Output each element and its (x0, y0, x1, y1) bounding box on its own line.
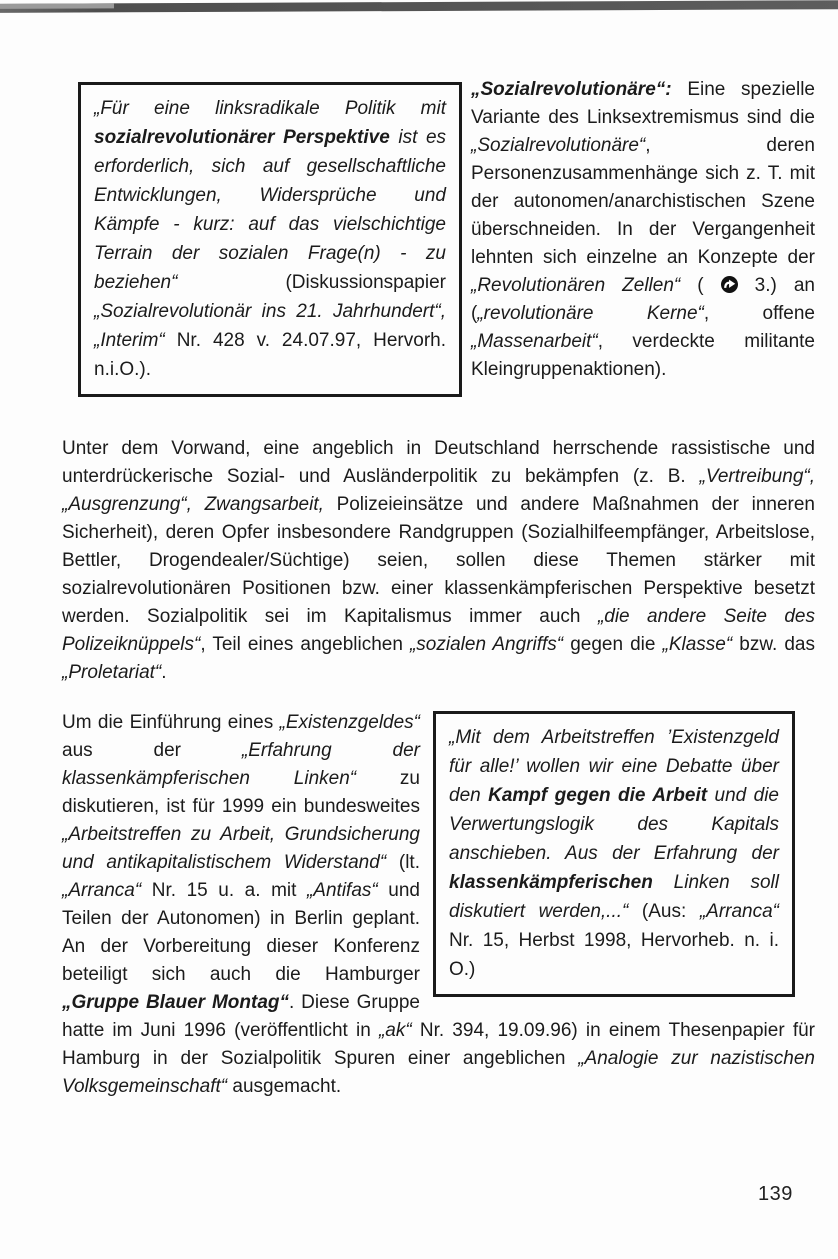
text-run: Nr. 428 v. 24.07.97, Hervorh. n.i.O.). (94, 330, 446, 380)
text-run: „Antifas“ (306, 880, 378, 901)
text-run: „sozialen Angriffs“ (409, 634, 564, 655)
text-run: „Sozialrevolutionäre“: (471, 79, 672, 100)
vorwand-paragraph (62, 435, 815, 687)
text-run: und Teilen der Autonomen) in Berlin geplant. An der Vorbereitung dieser Konferenz beteiligt sich auch die Hamburger (62, 880, 420, 985)
text-run: (Aus: (628, 901, 700, 922)
text-run: zu diskutieren, ist für 1999 ein bundesweites (62, 768, 420, 817)
text-run: Nr. 394, 19.09.96) in einem Thesenpapier für Hamburg in der Sozialpolitik Spuren einer angeblichen (62, 1020, 815, 1069)
text-run: „Sozialrevolutionäre“ (471, 135, 646, 156)
text-run: Nr. 15 u. a. mit (141, 880, 307, 901)
text-run: Linken soll diskutiert werden,...“ (449, 872, 779, 922)
text-run: gegen die (563, 634, 663, 655)
text-run: aus der (62, 740, 242, 761)
quote-box-interim-text (94, 94, 446, 384)
text-run: bzw. das (732, 634, 815, 655)
text-run: ist es erforderlich, sich auf gesellschaftliche Entwicklungen, Widersprüche und Kämpfe - kurz: auf das vielschichtige Terrain der sozialen Frage(n) - zu beziehen“ (94, 127, 447, 293)
text-run: „Erfahrung der klassenkämpferischen Linken“ (62, 740, 420, 789)
quote-box-interim (78, 82, 462, 397)
text-run: (lt. (386, 852, 420, 873)
intro-section (62, 76, 815, 405)
text-run: sozialrevolutionärer Perspektive (94, 127, 390, 148)
text-run: „Gruppe Blauer Montag“ (62, 992, 289, 1013)
text-run: , verdeckte militante Kleingruppenaktionen). (471, 331, 815, 380)
text-run: „Arranca“ (699, 901, 779, 922)
text-run: Nr. 15, Herbst 1998, Hervorheb. n. i. O.) (449, 930, 779, 980)
text-run: „ak“ (378, 1020, 412, 1041)
cross-reference-arrow-icon (721, 276, 738, 293)
text-run: und die Verwertungslogik des Kapitals anschieben. Aus der Erfahrung der (449, 785, 779, 864)
text-run: „die andere Seite des Polizeiknüppels“ (62, 606, 816, 655)
text-run: „Vertreibung“, „Ausgrenzung“, Zwangsarbeit, (62, 466, 815, 515)
text-run: 3.) an ( (471, 275, 815, 324)
text-run: „Sozialrevolutionär ins 21. Jahrhundert“, „Interim“ (94, 301, 446, 351)
text-run: „Klasse“ (662, 634, 733, 655)
text-run: „Proletariat“ (62, 662, 162, 683)
quote-box-arranca (433, 711, 795, 997)
text-run: „Massenarbeit“ (471, 331, 598, 352)
text-run: „Arranca“ (62, 880, 142, 901)
text-run: „Für eine linksradikale Politik mit (94, 98, 446, 119)
text-run: , offene (703, 303, 816, 324)
text-run: „Existenzgeldes“ (279, 712, 420, 733)
text-run: ausgemacht. (227, 1076, 342, 1097)
text-run: Unter dem Vorwand, eine angeblich in Deutschland herrschende rassistische und unterdrückerische Sozial- und Ausländerpolitik zu bekämpfen (z. B. (62, 438, 815, 487)
page-number: 139 (758, 1183, 793, 1205)
text-run: , Teil eines angeblichen (200, 634, 410, 655)
text-run: , deren Personenzusammenhänge sich z. T. mit der autonomen/anarchistischen Szene überschneiden. In der Vergangenheit lehnten sich einzelne an Konzepte der (471, 135, 815, 268)
text-run: „Analogie zur nazistischen Volksgemeinschaft“ (62, 1048, 815, 1097)
page-top-scan-bar (0, 0, 838, 13)
text-run: „Revolutionären Zellen“ (471, 275, 681, 296)
text-run: . Diese Gruppe hatte im Juni 1996 (veröffentlicht in (62, 992, 420, 1041)
text-run: „Mit dem Arbeitstreffen ’Existenzgeld für alle!’ wollen wir eine Debatte über den (449, 727, 779, 806)
text-run: . (161, 662, 167, 683)
bottom-section (62, 709, 815, 1101)
scan-artifact (0, 3, 114, 9)
text-run: ( (680, 275, 704, 296)
quote-box-arranca-text (449, 723, 779, 984)
page-content (62, 76, 815, 1101)
text-run: Um die Einführung eines (62, 712, 280, 733)
text-run: Eine spezielle Variante des Linksextremismus sind die (471, 79, 815, 128)
text-run: Kampf gegen die Arbeit (488, 785, 708, 806)
text-run: Polizeieinsätze und andere Maßnahmen der inneren Sicherheit), deren Opfer insbesondere Randgruppen (Sozialhilfeempfänger, Arbeitslose, Bettler, Drogendealer/Süchtige) seien, sollen diese Themen stärker mit sozialrevolutionären Positionen bzw. einer klassenkämpferischen Perspektive besetzt werden. Sozialpolitik sei im Kapitalismus immer auch (62, 494, 816, 627)
text-run: klassenkämpferischen (449, 872, 653, 893)
text-run: „revolutionäre Kerne“ (477, 303, 704, 324)
text-run: (Diskussionspapier (177, 272, 446, 293)
text-run: „Arbeitstreffen zu Arbeit, Grundsicherung und antikapitalistischem Widerstand“ (62, 824, 420, 873)
middle-section (62, 435, 815, 687)
